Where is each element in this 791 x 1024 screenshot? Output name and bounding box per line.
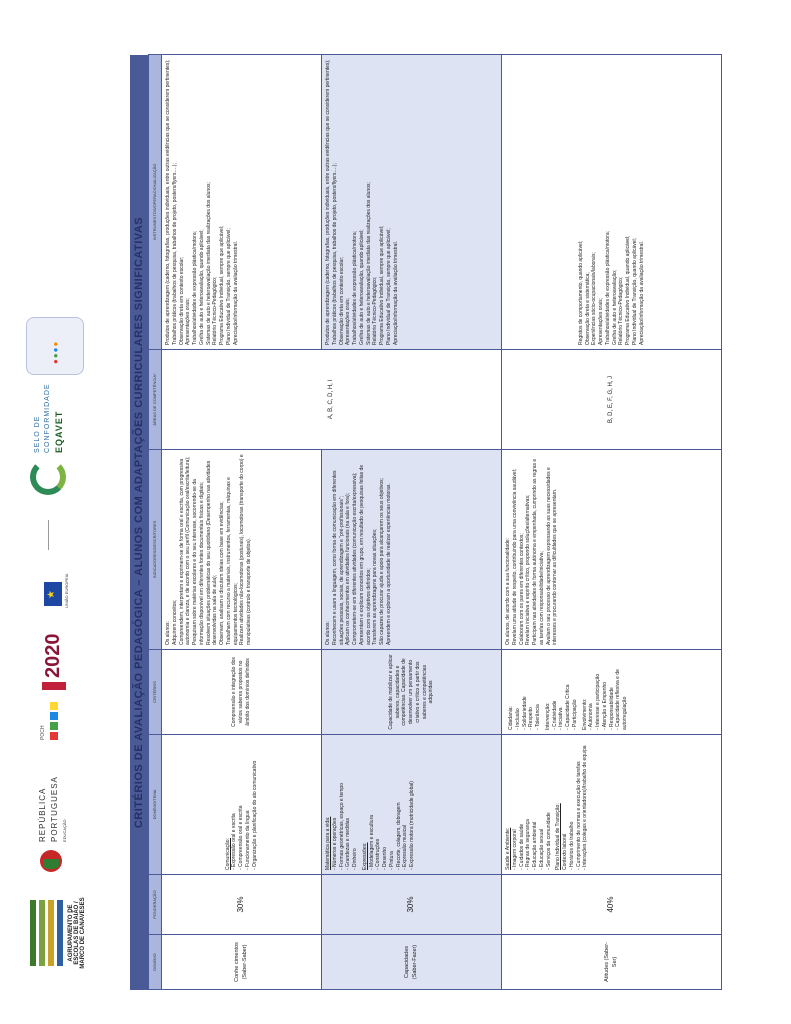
theme-item: - Interações (colegas e orientadores)/trabalho de equipa	[582, 745, 589, 870]
instrument-item: Sistemas de auto e heteroavaliação imediata das realizações dos alunos;	[205, 182, 212, 345]
indicator-item: Compreendem, interpretam e exprimem-se de forma oral e escrita, com progressiva autonomia e clareza, e de acordo com o seu perfil (Comunicação oral/escrita/leitura);	[178, 456, 192, 645]
theme-item: - Expressão oral e escrita	[231, 813, 238, 870]
header-theme: DOMÍNIO/TEMA	[149, 735, 162, 875]
criteria-item: - Inclusão	[514, 708, 521, 730]
seal-line-1: SELO DE	[34, 415, 41, 453]
instrument-item: Experiências sócio-ocupacionais/laborais;	[591, 252, 598, 345]
theme-item: - Compreensão oral e escrita	[238, 805, 245, 870]
criteria-group-title: Intervenção:	[544, 702, 551, 730]
instrument-item: Observação direta em contexto escolar;	[178, 256, 185, 345]
instrument-item: Registos de comportamento, quando aplicável;	[577, 240, 584, 345]
instrument-item: Produtos de aprendizagem (caderno, fotografias, produções individuais, entre outras evidências que se considerem pertinentes);	[165, 59, 171, 345]
theme-item: - Educação ambiental	[532, 821, 538, 870]
criteria-cell: Compreensão e integração dos vários saberes propostos no âmbito dos domínios definidos	[162, 650, 322, 735]
theme-item: - Modelagem e escultura	[368, 814, 375, 870]
theme-item: - Números e operações	[331, 817, 338, 870]
criteria-item: - Capacidade reflexiva e de autorregulação	[615, 669, 628, 730]
theme-item: - Cuidados de saúde	[518, 823, 525, 870]
indicator-item: Transferem as aprendizagens para novas situações;	[372, 528, 379, 645]
table-row	[502, 55, 722, 990]
indicator-item: Realizam atividades não-locomotoras (posturais), locomotoras (transporte do corpo) e manipulativas (controlo e transporte de objetos).	[239, 454, 252, 645]
instrument-item: Grelha de auto e heteroavaliação, quando aplicável;	[358, 229, 365, 345]
criteria-item: - Iniciativa	[558, 707, 565, 730]
criteria-group-title: Envolvimento:	[581, 698, 588, 730]
instrument-item: Trabalhos práticos (trabalhos de pesquisa, trabalhos de projeto, posters/flyers….);	[171, 163, 178, 345]
theme-item: - Organização e planificação do ato comunicativo	[251, 760, 258, 870]
theme-item: - Construções	[375, 838, 382, 870]
indicator-item: Trabalham com recurso a materiais, instrumentos, ferramentas, máquinas e equipamentos tecnológicos;	[225, 477, 239, 645]
indicator-item: Revelam uma atitude de respeito, contribuindo para uma convivência saudável;	[511, 468, 518, 645]
criteria-group-title: Cidadania:	[508, 706, 514, 730]
weight-cell: 30%	[162, 875, 322, 935]
instrument-item: Grelha de auto e heteroavaliação;	[611, 269, 618, 345]
theme-item: - Pintura	[388, 851, 395, 870]
theme-item: - Educação sexual	[538, 828, 545, 870]
indicators-intro: Os alunos, de acordo com a sua funcionalidade:	[505, 537, 511, 645]
theme-group-title: Saúde e Ambiente:	[505, 827, 511, 870]
instrument-item: Apreciação/informação da avaliação trimestral.	[638, 241, 645, 345]
instrument-item: Programa Educativo Individual, quando aplicável;	[625, 235, 631, 345]
instrument-item: Produtos de aprendizagem (caderno, fotografias, produções individuais, entre outras evidências que se considerem pertinentes);	[325, 59, 331, 345]
header-weight: PONDERAÇÃO	[149, 875, 162, 935]
theme-item: - Recorte, colagem, dobragem	[395, 802, 402, 870]
indicator-item: Revelam iniciativa e espírito crítico, propondo soluções/alternativas;	[525, 494, 532, 645]
theme-item: - Horários do trabalho	[568, 821, 575, 870]
theme-group-title: Comunicação:	[224, 838, 231, 870]
document-title-bar	[130, 55, 148, 990]
header-indicators: INDICADORES/DESCRITORES	[149, 450, 162, 650]
header-instruments: INSTRUMENTOS/OPERACIONALIZAÇÃO	[149, 55, 162, 350]
eqavet-badge-logo	[26, 317, 84, 375]
theme-group-title: Plano Individual de Transição:	[555, 803, 562, 870]
indicator-item: Apreendem e exploram a oportunidade de realizar experiências motoras.	[385, 483, 392, 645]
criteria-table	[148, 54, 722, 990]
instrument-item: Grelha de auto e heteroavaliação, quando aplicável;	[198, 229, 205, 345]
indicator-item: Apresentam e explicam conceitos em grupo, em resultado de pesquisas feitas de acordo com os objetivos definidos;	[358, 464, 372, 645]
document-title: CRITÉRIOS DE AVALIAÇÃO PEDAGÓGICA – ALUNOS COM ADAPTAÇÕES CURRICULARES SIGNIFICATIVAS	[133, 216, 145, 829]
poch-text: POCH	[40, 725, 46, 740]
badge-dots-icon: ●●●●	[51, 340, 60, 364]
instrument-item: Apreciação/informação da avaliação trimestral.	[392, 241, 399, 345]
theme-cell	[322, 735, 502, 875]
criteria-item: - Participação	[571, 699, 578, 730]
instruments-cell	[322, 55, 502, 350]
instrument-item: Observação direta em contexto escolar;	[338, 256, 345, 345]
indicators-cell	[502, 450, 722, 650]
theme-item: - Formas geométricas, espaço e tempo	[338, 783, 345, 870]
criteria-item: - Criatividade	[551, 700, 558, 730]
instrument-item: Relatório Técnico-Pedagógico;	[372, 276, 379, 345]
indicator-item: Avaliam o seu processo de aprendizagem expressando as suas necessidades e interesses e procurando contornar as dificuldades que se apresentam.	[545, 467, 559, 645]
instrument-item: Programa Educativo Individual, sempre que aplicável;	[379, 225, 385, 345]
theme-group-title: Expressões:	[361, 842, 368, 870]
theme-item: - Regras de segurança	[525, 819, 532, 870]
instrument-item: Relatório Técnico-Pedagógico;	[212, 276, 219, 345]
republica-line-3: EDUCAÇÃO	[62, 819, 67, 842]
republica-line-2: PORTUGUESA	[50, 776, 59, 842]
indicators-intro: Os alunos:	[165, 621, 171, 645]
indicators-cell	[322, 450, 502, 650]
instrument-item: Plano Individual de Transição, sempre que aplicável;	[225, 228, 232, 345]
instrument-item: Relatório Técnico-Pedagógico;	[618, 276, 625, 345]
criteria-item: - Solidariedade	[521, 696, 528, 730]
criteria-item: - Respeito	[528, 707, 535, 730]
theme-item: - Expressão musical	[402, 824, 409, 870]
domain-cell: Atitudes (Saber-Ser)	[502, 935, 722, 990]
indicators-intro: Os alunos:	[325, 621, 331, 645]
header-criteria: CRITÉRIOS	[149, 650, 162, 735]
divider	[48, 520, 63, 550]
indicator-item: Pesquisam sobre matérias escolares e do seu interesse, socorrendo-se da informação disponível em diferentes fontes documentais físicas e digitais;	[192, 479, 205, 645]
republica-line-1: REPÚBLICA	[38, 787, 47, 842]
theme-item: - Cumprimento de normas e execução de tarefas	[575, 761, 582, 870]
theme-item: - Desenho	[382, 846, 388, 870]
seal-line-3: EQAVET	[54, 410, 64, 453]
theme-item: - Grandezas e medidas	[345, 818, 352, 870]
criteria-item: - Capacidade Crítica	[565, 684, 571, 730]
indicator-item: São capazes de procurar ajuda e apoio para alcançarem os seus objetivos;	[379, 477, 385, 645]
poch-logo	[42, 702, 70, 740]
instrument-item: Trabalhos/atividades de expressão plástica/motora;	[192, 230, 198, 345]
criteria-item: - Interesse e participação	[595, 673, 601, 730]
eu-text: UNIÃO EUROPEIA	[64, 573, 69, 608]
theme-group	[225, 739, 259, 870]
indicator-item: Comprometem-se em diferentes atividades (comunicação escrita/expressiva);	[352, 472, 358, 645]
logo-strip	[0, 55, 120, 990]
theme-item: - Imagem corporal	[511, 829, 518, 870]
instrument-item: Trabalhos/atividades de expressão plástica/motora;	[352, 230, 358, 345]
instrument-item: Programa Educativo Individual, sempre que aplicável;	[219, 225, 225, 345]
header-areas: ÁREAS DE COMPETÊNCIA*	[149, 350, 162, 450]
criteria-item: - Tolerância	[535, 704, 541, 730]
eu-flag-icon	[44, 582, 62, 606]
school-logo-text: AGRUPAMENTO DE ESCOLAS DE BAIÃO / MARCO DE CANAVESES	[68, 897, 86, 969]
indicator-item: Aplicam os conhecimentos em atividades funcionais (na sala e fora);	[345, 492, 352, 645]
indicator-item: Resolvem situações problemáticas do seu quotidiano (Desempenho nas atividades desenvolvidas na sala de aula);	[205, 460, 219, 645]
instrument-item: Apresentações orais;	[598, 298, 604, 345]
eu-flag-logo	[40, 564, 70, 608]
theme-group-title: Matemática para a vida:	[325, 816, 331, 870]
criteria-cell: Capacidade de mobilizar e aplicar saberes, capacidades e competências. Capacidade de desenvolver um pensamento criativo e crítico a partir dos saberes e competências adquiridas	[322, 650, 502, 735]
instrument-item: Apreciação/informação da avaliação trimestral.	[232, 241, 239, 345]
instruments-cell	[162, 55, 322, 350]
indicator-item: Participam nas atividades de forma autónoma e empenhada, cumprindo as regras e as tarefas com responsabilidade/iniciativa;	[532, 458, 545, 645]
indicator-item: Adquirem conceitos;	[171, 599, 178, 645]
theme-item: - Expressão motora (motricidade global)	[409, 781, 415, 870]
table-header-row	[149, 55, 162, 990]
rotated-document	[34, 55, 720, 990]
indicator-item: Reconhecem e usam a linguagem, como forma de comunicação em diferentes situações pessoais, sociais, de aprendizagem e "pré-profissionais";	[331, 470, 345, 645]
republica-portuguesa-logo	[34, 774, 80, 872]
instrument-item: Plano Individual de Transição, sempre que aplicável;	[385, 228, 392, 345]
instrument-item: Apresentações orais;	[185, 298, 192, 345]
theme-item: Contexto laboral	[562, 833, 568, 870]
portugal-2020-text: 2020	[42, 633, 64, 678]
domain-cell: Capacidades (Saber-Fazer)	[322, 935, 502, 990]
indicator-item: Observam, analisam e discutem ideias com base em evidências;	[219, 501, 225, 645]
criteria-item: - Responsabilidade	[608, 687, 615, 730]
table-row	[162, 55, 322, 990]
criteria-item: - Atenção e Empenho	[601, 681, 608, 730]
theme-cell	[502, 735, 722, 875]
instrument-item: Observação direta e sistemática;	[584, 272, 591, 345]
theme-cell	[162, 735, 322, 875]
criteria-cell	[502, 650, 722, 735]
eqavet-seal-logo	[20, 385, 90, 495]
instrument-item: Plano Individual de Transição, quando aplicável;	[631, 237, 638, 345]
instrument-item: Trabalhos/atividades de expressão plástica/motora;	[604, 230, 611, 345]
table-row	[322, 55, 502, 990]
criteria-item: - Autonomia	[588, 703, 595, 730]
areas-cell: B, D, E, F, G, H, J	[502, 350, 722, 450]
instruments-cell	[502, 55, 722, 350]
seal-line-2: CONFORMIDADE	[44, 383, 51, 453]
indicators-cell	[162, 450, 322, 650]
weight-cell: 30%	[322, 875, 502, 935]
eqavet-swirl-icon	[30, 459, 66, 495]
domain-cell: Conhe cimentos (Saber-Saber)	[162, 935, 322, 990]
theme-item: - Serviços da comunidade	[545, 812, 552, 870]
header-domain: DOMÍNIO	[149, 935, 162, 990]
weight-cell: 40%	[502, 875, 722, 935]
republica-emblem-icon	[40, 850, 62, 872]
instrument-item: Trabalhos práticos (trabalhos de pesquisa, trabalhos de projeto, posters/flyers….);	[331, 163, 338, 345]
areas-cell: A, B, C, D, H, I	[162, 350, 502, 450]
indicator-item: Colaboram com os pares em diferentes contextos;	[518, 533, 525, 645]
school-logo	[30, 896, 86, 970]
theme-item: - Funcionamento da língua	[244, 810, 251, 870]
instrument-item: Apresentações orais;	[345, 298, 352, 345]
instrument-item: Sistemas de auto e heteroavaliação imediata das realizações dos alunos;	[365, 182, 372, 345]
theme-item: - Dinheiro	[352, 848, 358, 870]
portugal-2020-logo	[38, 626, 72, 690]
